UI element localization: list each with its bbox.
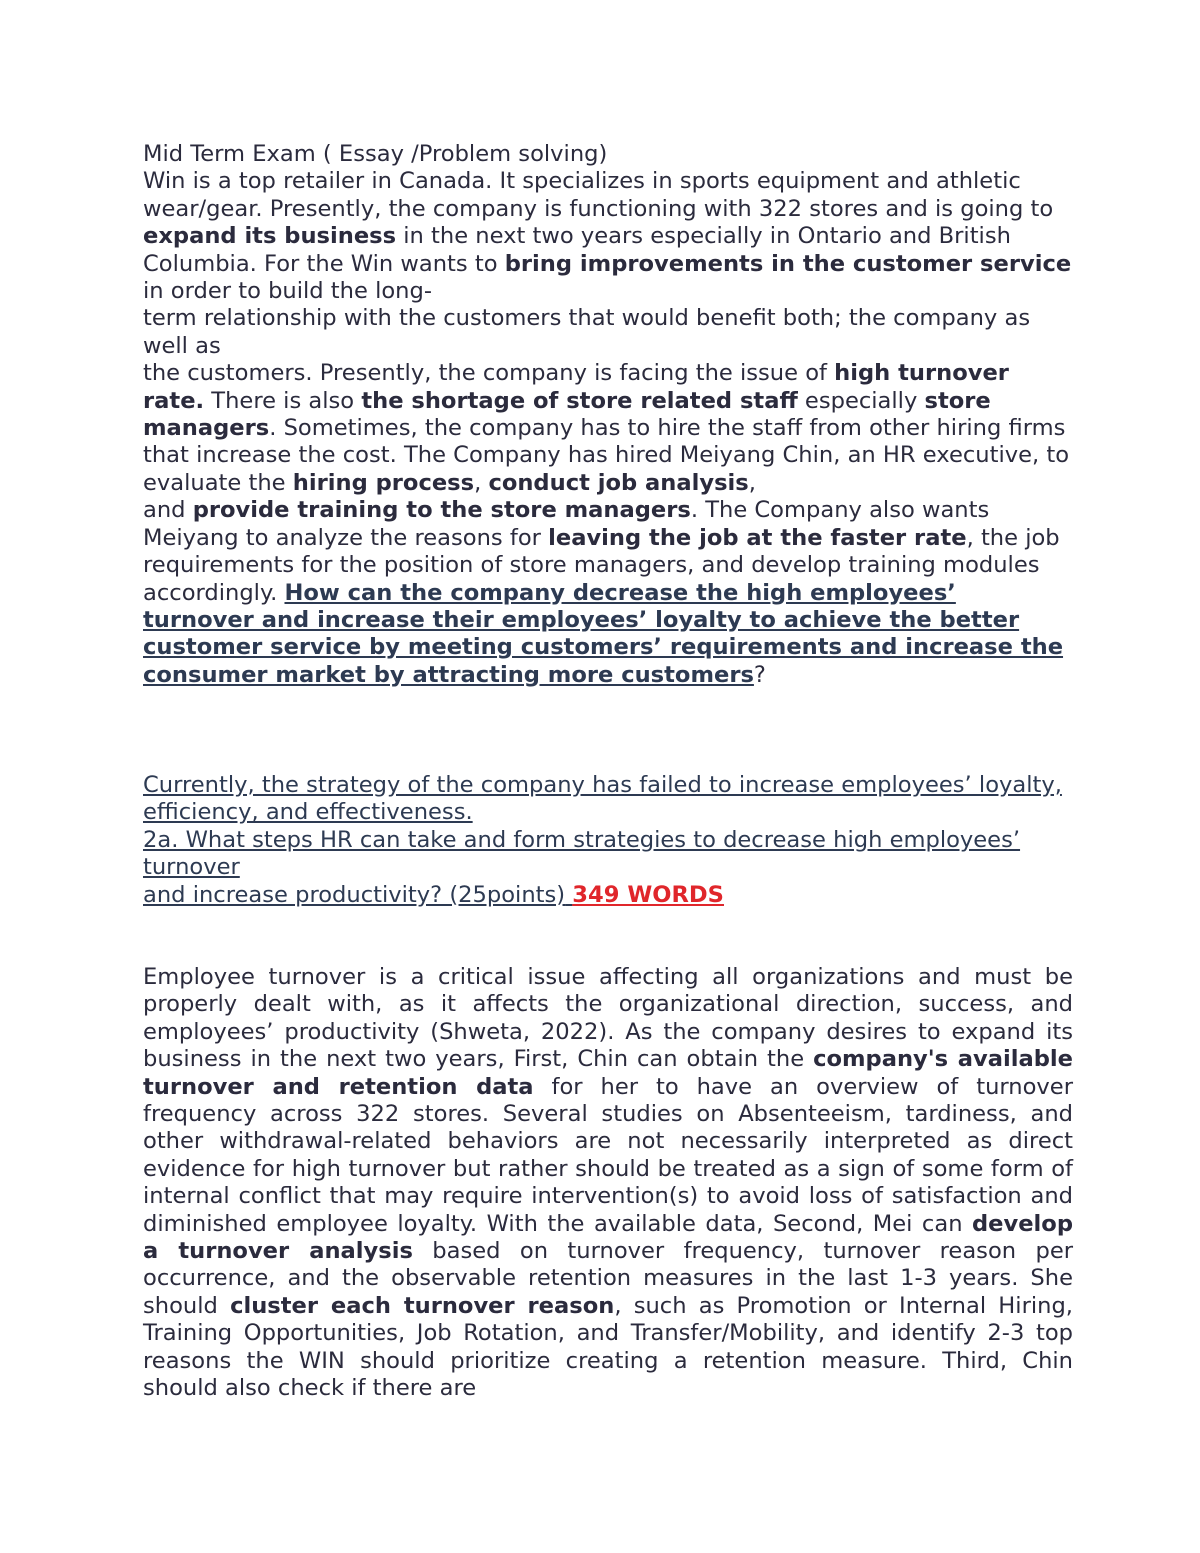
question-line-2: efficiency, and effectiveness. bbox=[143, 799, 473, 826]
bold-run: expand its business bbox=[143, 223, 397, 250]
intro-line-1: Win is a top retailer in Canada. It specializes in sports equipment and athletic bbox=[143, 168, 1021, 195]
text-run: and bbox=[143, 497, 193, 524]
main-question-text: How can the company decrease the high employees’ turnover and increase their employees’ loyalty to achieve the better customer service by meeting customers’ requirements and increase the consumer market by attracting more customers bbox=[143, 579, 1064, 688]
document-title: Mid Term Exam ( Essay /Problem solving) bbox=[143, 141, 608, 167]
question-line-3: 2a. What steps HR can take and form strategies to decrease high employees’ turnover bbox=[143, 826, 1021, 881]
bold-run: bring improvements in the customer service bbox=[504, 250, 1072, 277]
answer-section bbox=[143, 964, 1073, 1403]
text-run: for her to have an overview of turnover frequency across 322 stores. Several studies on Absenteeism, tardiness, and other withdrawal-related behaviors are not necessarily interpreted as direct evidence for high turnover but rather should be treated as a sign of some form of internal conflict that may require intervention(s) to avoid loss of satisfaction and diminished employee loyalty. With the available data, Second, Mei can bbox=[143, 1073, 1073, 1237]
bold-run: develop a turnover analysis bbox=[143, 1210, 1073, 1265]
bold-run: leaving the job at the faster rate bbox=[548, 524, 967, 551]
question-text: and increase productivity? (25points) bbox=[143, 881, 566, 908]
intro-paragraph-5 bbox=[143, 497, 1073, 689]
text-run: , the job requirements for the position of store managers, and develop training modules accordingly. bbox=[143, 524, 1060, 606]
word-count-label: 349 WORDS bbox=[572, 881, 724, 908]
text-run: the customers. Presently, the company is facing the issue of bbox=[143, 360, 835, 387]
text-run: Employee turnover is a critical issue affecting all organizations and must be properly dealt with, as it affects the organizational direction, success, and employees’ productivity (Shweta, 2022). As the company desires to expand its business in the next two years, First, Chin can obtain the bbox=[143, 964, 1073, 1073]
bold-run: store managers bbox=[143, 387, 991, 442]
answer-paragraph bbox=[143, 964, 1073, 1403]
text-run: , bbox=[748, 469, 756, 496]
bold-run: high turnover rate. bbox=[143, 360, 1009, 414]
text-run: . The Company also wants Meiyang to analyze the reasons for bbox=[143, 497, 990, 551]
text-run: based on turnover frequency, turnover reason per occurrence, and the observable retention measures in the last 1-3 years. She should bbox=[143, 1238, 1074, 1319]
text-run: , bbox=[474, 469, 489, 496]
question-section bbox=[143, 772, 1073, 909]
question-line-4 bbox=[143, 882, 1073, 909]
bold-run: the shortage of store related staff bbox=[361, 387, 798, 414]
bold-run: hiring process bbox=[292, 469, 475, 496]
intro-section bbox=[143, 141, 1073, 689]
text-run: There is also bbox=[204, 387, 362, 414]
intro-paragraph-4 bbox=[143, 360, 1073, 497]
text-run: in the next two years especially in Ontario and British Columbia. For the Win wants to bbox=[143, 223, 1011, 277]
intro-paragraph-2 bbox=[143, 196, 1073, 306]
bold-run: conduct job analysis bbox=[488, 469, 749, 496]
text-run: especially bbox=[797, 387, 925, 414]
intro-line-3: term relationship with the customers that would benefit both; the company as well as bbox=[143, 305, 1031, 359]
text-run: in order to build the long- bbox=[143, 278, 432, 305]
bold-run: cluster each turnover reason bbox=[230, 1292, 615, 1319]
text-run: ? bbox=[753, 661, 766, 688]
bold-run: company's available turnover and retention data bbox=[143, 1046, 1073, 1100]
text-run: . Sometimes, the company has to hire the staff from other hiring firms that increase the cost. The Company has hired Meiyang Chin, an HR executive, to evaluate the bbox=[143, 415, 1070, 496]
text-run: , such as Promotion or Internal Hiring, Training Opportunities, Job Rotation, and Transfer/Mobility, and identify 2-3 top reasons the WIN should prioritize creating a retention measure. Third, Chin should also check if there are bbox=[143, 1292, 1073, 1402]
text-run: wear/gear. Presently, the company is functioning with 322 stores and is going to bbox=[143, 195, 1054, 222]
bold-run: provide training to the store managers bbox=[192, 497, 691, 524]
question-line-1: Currently, the strategy of the company has failed to increase employees’ loyalty, bbox=[143, 772, 1062, 798]
